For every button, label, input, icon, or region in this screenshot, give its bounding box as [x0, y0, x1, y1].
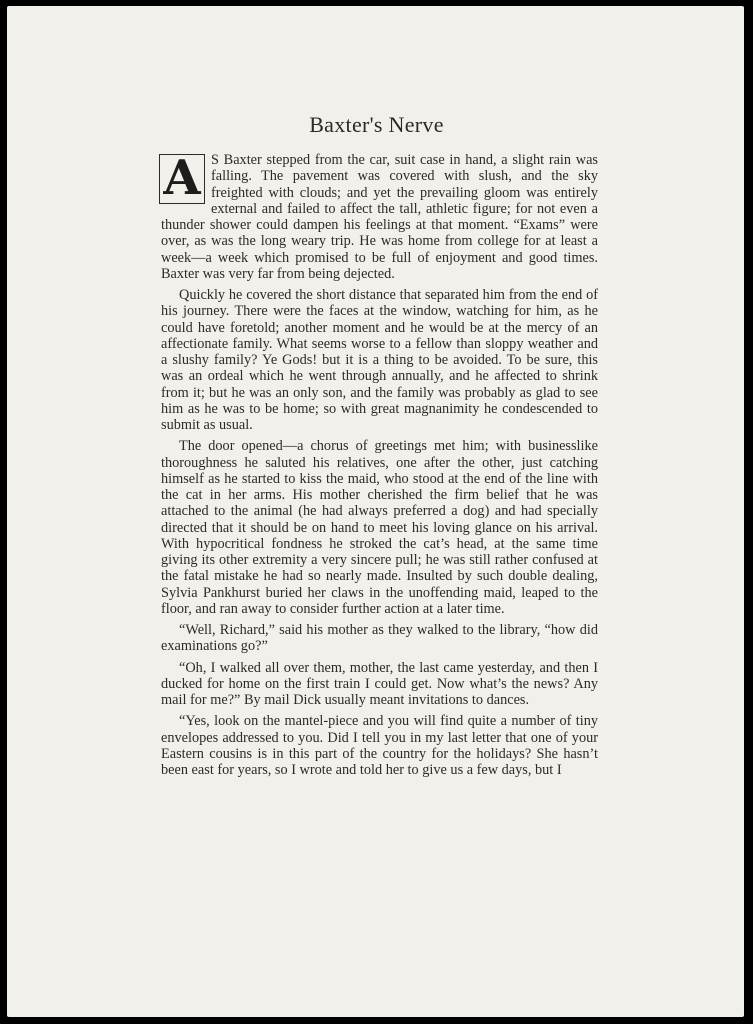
drop-cap: [159, 150, 205, 206]
paragraph-5: “Oh, I walked all over them, mother, the last came yesterday, and then I ducked for home on the first train I could get. Now what’s the news? Any mail for me?” By mail Dick usually meant invitations to dances.: [161, 659, 598, 708]
paragraph-2: Quickly he covered the short distance that separated him from the end of his journey. There were the faces at the window, watching for him, as he could have foretold; another moment and he would be at the mercy of an affectionate family. What seems worse to a fellow than sloppy weather and a slushy family? Ye Gods! but it is a thing to be avoided. To be sure, this was an ordeal which he went through annually, and he affected to shrink from it; but he was an only son, and the family was probably as glad to see him as he was to be home; so with great magnanimity he condescended to submit as usual.: [161, 287, 598, 433]
paragraph-1: [161, 152, 598, 282]
paragraph-6: “Yes, look on the mantel-piece and you will find quite a number of tiny envelopes addressed to you. Did I tell you in my last letter that one of your Eastern cousins is in this part of the country for the holidays? She hasn’t been east for years, so I wrote and told her to give us a few days, but I: [161, 713, 598, 778]
paragraph-1-text: S Baxter stepped from the car, suit case in hand, a slight rain was falling. The pavement was covered with slush, and the sky freighted with clouds; and yet the prevailing gloom was entirely external and failed to affect the tall, athletic figure; for not even a thunder shower could dampen his feelings at that moment. “Exams” were over, as was the long weary trip. He was home from college for at least a week—a week which promised to be full of enjoyment and good times. Baxter was very far from being dejected.: [161, 152, 598, 282]
paragraph-4: “Well, Richard,” said his mother as they walked to the library, “how did examinations go?”: [161, 622, 598, 655]
story-body: [161, 152, 598, 783]
drop-cap-letter: A: [163, 150, 201, 206]
story-title: Baxter's Nerve: [309, 112, 444, 137]
paragraph-3: The door opened—a chorus of greetings met him; with businesslike thoroughness he saluted his relatives, one after the other, just catching himself as he started to kiss the maid, who stood at the end of the line with the cat in her arms. His mother cherished the firm belief that he was attached to the animal (he had always preferred a dog) and had specially directed that it should be on hand to meet his loving glance on his arrival. With hypocritical fondness he stroked the cat’s head, at the same time giving its other extremity a very sincere pull; he was still rather confused at the fatal mistake he had so nearly made. Insulted by such double dealing, Sylvia Pankhurst buried her claws in the unoffending maid, leaped to the floor, and ran away to consider further action at a later time.: [161, 438, 598, 617]
